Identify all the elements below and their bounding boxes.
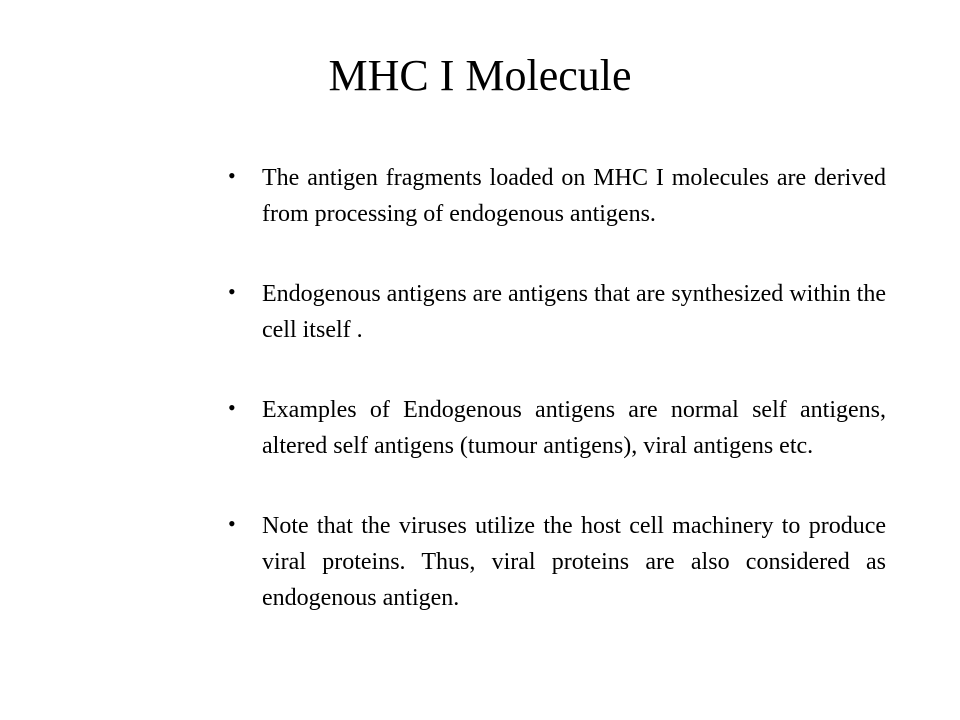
bullet-text-3: Examples of Endogenous antigens are normal self antigens, altered self antigens (tumour antigens), viral antigens etc. <box>262 397 886 459</box>
bullet-text-4: Note that the viruses utilize the host cell machinery to produce viral proteins. Thus, viral proteins are also considered as endogenous antigen. <box>262 513 886 611</box>
bullet-item-1 <box>226 160 886 232</box>
bullet-dot-icon: • <box>228 395 236 420</box>
bullet-item-2 <box>226 276 886 348</box>
bullet-text-1: The antigen fragments loaded on MHC I molecules are derived from processing of endogenous antigens. <box>262 165 886 227</box>
bullet-dot-icon: • <box>228 511 236 536</box>
bullet-dot-icon: • <box>228 279 236 304</box>
bullet-item-3 <box>226 392 886 464</box>
bullet-item-4 <box>226 508 886 616</box>
bullet-dot-icon: • <box>228 163 236 188</box>
slide-title: MHC I Molecule <box>328 51 632 100</box>
bullet-text-2: Endogenous antigens are antigens that are synthesized within the cell itself . <box>262 281 886 343</box>
bullet-list <box>226 160 886 616</box>
